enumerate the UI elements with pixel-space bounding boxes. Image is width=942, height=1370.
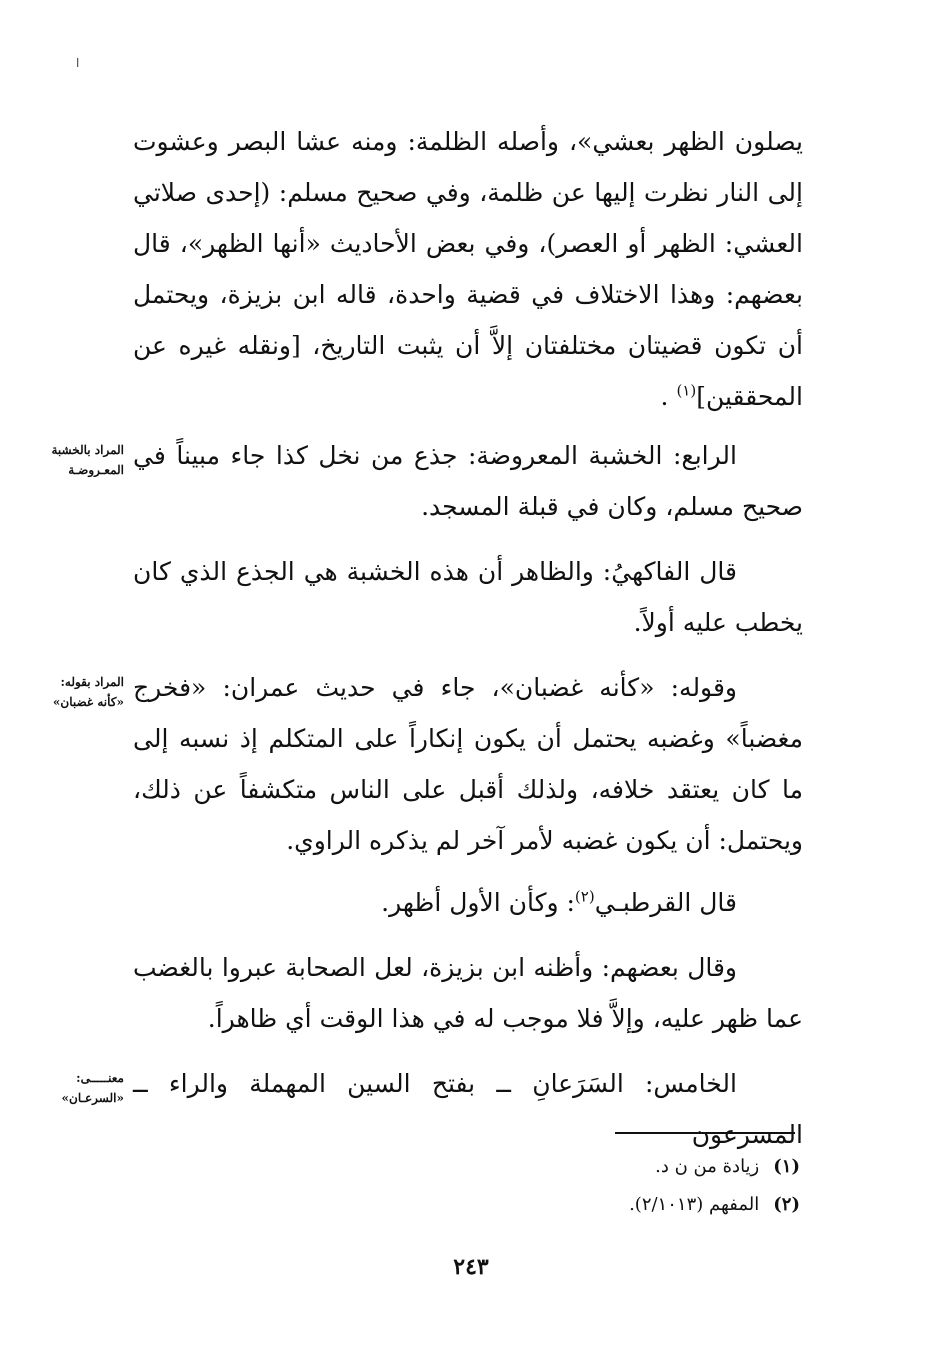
margin-note-ghadban: المراد بقوله: «كأنه غضبان» — [52, 675, 124, 709]
paragraph-text: قال القرطبـي$^{(٢)}$: وكأن الأول أظهر. — [381, 887, 737, 917]
paragraph-text: وقوله: «كأنه غضبان»، جاء في حديث عمران: «فخرج مغضباً» وغضبه يحتمل أن يكون إنكاراً على المتكلم إذ نسبه إلى ما كان يعتقد خلافه، ولذلك أقبل على الناس متكشفاً عن ذلك، ويحتمل: أن يكون غضبه لأمر آخر لم يذكره الراوي. — [133, 673, 803, 855]
paragraph-continuation — [133, 116, 803, 422]
page-number: ٢٤٣ — [453, 1254, 489, 1280]
paragraph-text: الخامس: السَرَعانِ ــ بفتح السين المهملة والراء ــ المسرعون — [133, 1069, 803, 1149]
paragraph-fourth — [133, 430, 803, 532]
paragraph-text: وقال بعضهم: وأظنه ابن بزيزة، لعل الصحابة عبروا بالغضب عما ظهر عليه، وإلاَّ فلا موجب له في هذا الوقت أي ظاهراً. — [133, 953, 803, 1033]
paragraph-text: قال الفاكهيُ: والظاهر أن هذه الخشبة هي الجذع الذي كان يخطب عليه أولاً. — [133, 557, 803, 637]
paragraph-text: يصلون الظهر بعشي»، وأصله الظلمة: ومنه عشا البصر وعشوت إلى النار نظرت إليها عن ظلمة، وفي صحيح مسلم: (إحدى صلاتي العشي: الظهر أو العصر)، وفي بعض الأحاديث «أنها الظهر»، قال بعضهم: وهذا الاختلاف في قضية واحدة، قاله ابن بزيزة، ويحتمل أن تكون قضيتان مختلفتان إلاَّ أن يثبت التاريخ، [ونقله غيره عن المحققين]$^{(١)}$ . — [133, 127, 803, 411]
paragraph-fifth — [133, 1058, 803, 1160]
paragraph-fakihi — [133, 546, 803, 648]
footnote-divider — [615, 1132, 795, 1134]
footnote-ref: (١) — [676, 381, 697, 400]
corner-mark: ا — [76, 56, 80, 70]
paragraph-qurtubi — [133, 877, 803, 928]
footnote-item: (٢)المفهم (٢/١٠١٣). — [629, 1194, 800, 1215]
footnote-ref: (٢) — [574, 887, 595, 906]
paragraph-ghadban — [133, 662, 803, 866]
margin-note-khashaba: المراد بالخشبة المعـروضـة — [51, 443, 124, 477]
footnote-item: (١)زيادة من ن د. — [655, 1156, 800, 1177]
margin-note-saraan: معنـــــى: «السرعـان» — [61, 1071, 124, 1105]
paragraph-text: الرابع: الخشبة المعروضة: جذع من نخل كذا جاء مبيناً في صحيح مسلم، وكان في قبلة المسجد. — [133, 441, 803, 521]
footnotes — [420, 1148, 800, 1224]
paragraph-bazizah — [133, 942, 803, 1044]
